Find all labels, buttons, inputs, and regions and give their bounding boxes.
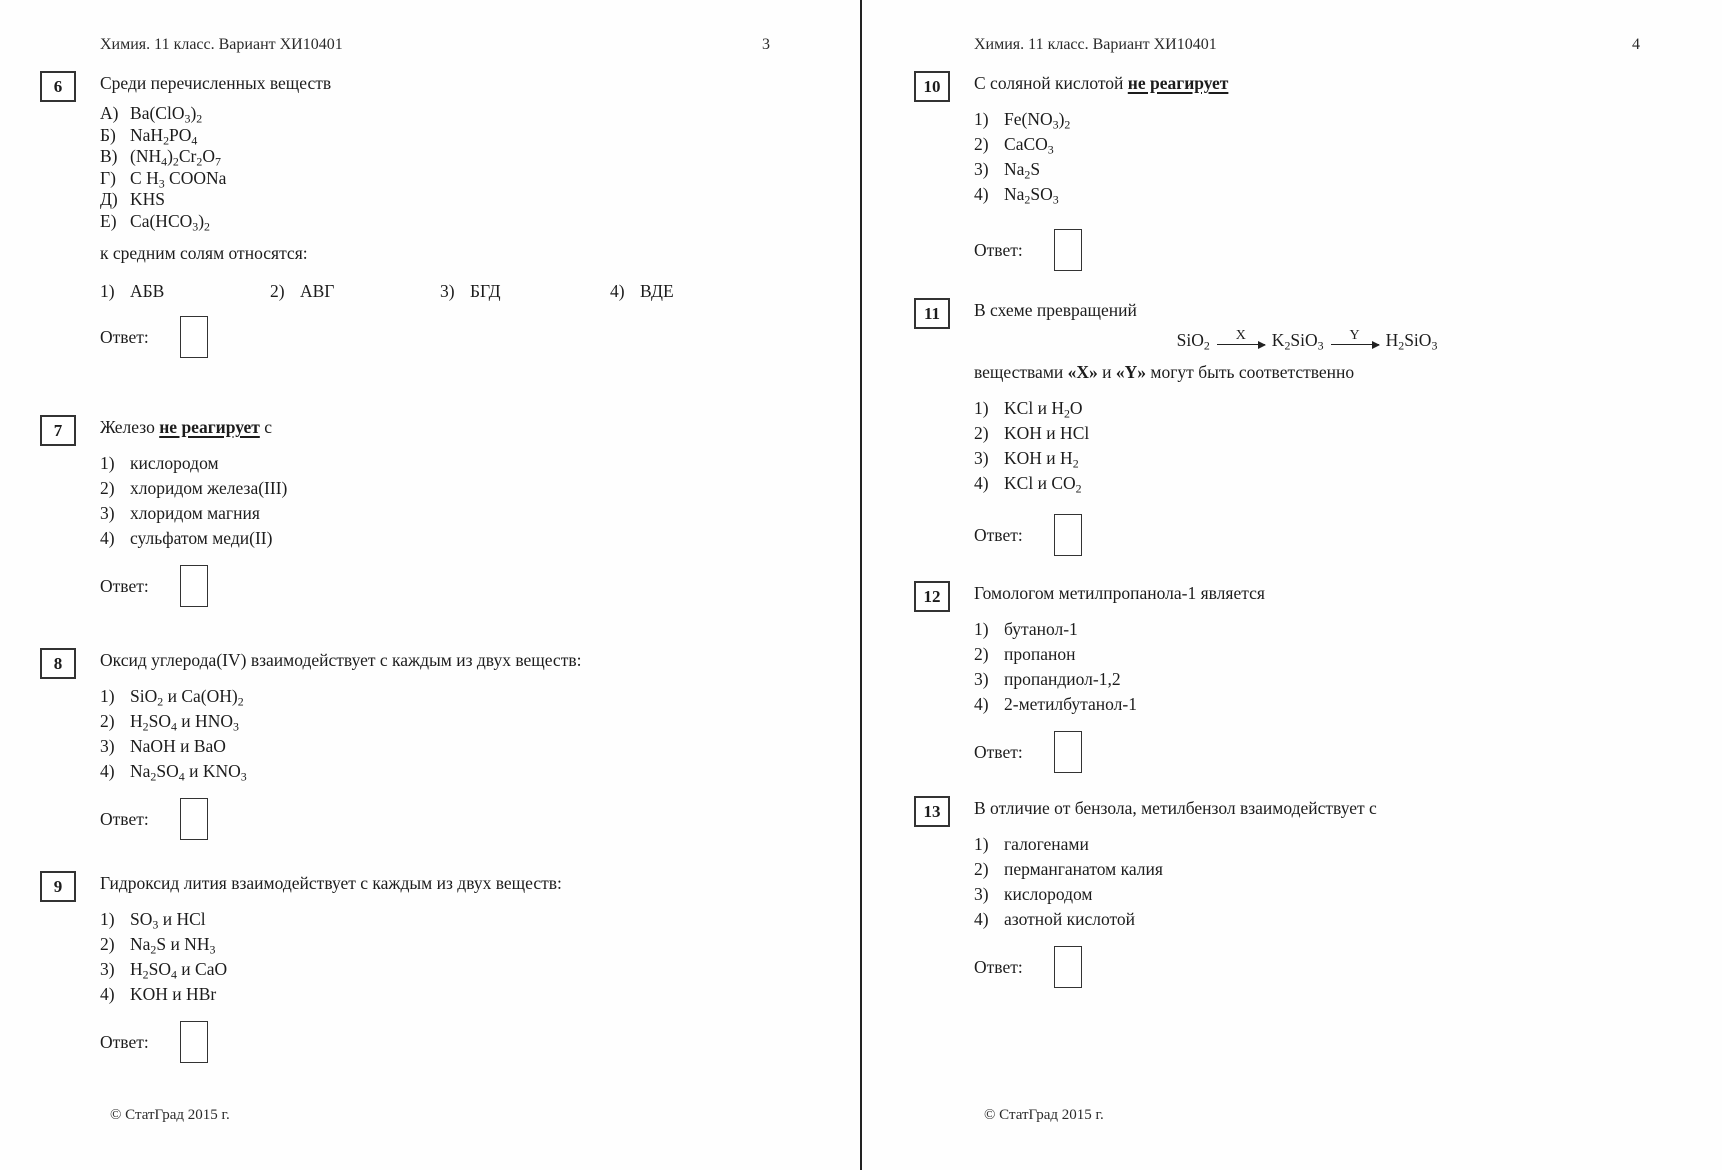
option-text: $H_2SO_4$ и $HNO_3$ bbox=[130, 711, 239, 734]
page-header bbox=[914, 36, 1640, 54]
arrow-label-x: X bbox=[1235, 327, 1246, 343]
answer-label: Ответ: bbox=[100, 1032, 149, 1052]
substance-label: Е) bbox=[100, 210, 117, 231]
option-text: пропандиол-1,2 bbox=[1004, 669, 1121, 689]
page-number: 4 bbox=[1632, 36, 1640, 53]
substance-label: Г) bbox=[100, 167, 116, 188]
option-text: галогенами bbox=[1004, 834, 1089, 854]
substance-formula: $NaH_2PO_4$ bbox=[130, 124, 198, 147]
option-item bbox=[100, 734, 770, 759]
question-8-options bbox=[100, 684, 770, 784]
option-item bbox=[100, 759, 770, 784]
option-label: 2) bbox=[974, 134, 989, 154]
option-item bbox=[974, 421, 1640, 446]
option-text: кислородом bbox=[1004, 884, 1093, 904]
answer-label: Ответ: bbox=[100, 576, 149, 596]
option-item bbox=[100, 501, 770, 526]
option-item bbox=[100, 957, 770, 982]
scheme-start-formula: SiO$_2$ bbox=[1176, 330, 1210, 353]
option-item bbox=[974, 132, 1640, 157]
question-10-options bbox=[974, 107, 1640, 207]
option-text: NaOH и BaO bbox=[130, 736, 226, 756]
substance-label: Б) bbox=[100, 124, 116, 145]
answer-label: Ответ: bbox=[974, 742, 1023, 762]
answer-box bbox=[1054, 731, 1082, 773]
substance-formula: $Ba(ClO_3)_2$ bbox=[130, 103, 203, 126]
page-4 bbox=[862, 0, 1722, 1170]
question-9 bbox=[40, 870, 770, 1063]
option-label: 2) bbox=[974, 423, 989, 443]
option-label: 3) bbox=[974, 669, 989, 689]
option-item bbox=[100, 526, 770, 551]
question-11-number-box: 11 bbox=[914, 298, 950, 329]
question-9-text: Гидроксид лития взаимодействует с каждым из двух веществ: bbox=[100, 873, 562, 893]
option-label: 1) bbox=[100, 453, 115, 473]
question-13-options bbox=[974, 832, 1640, 932]
choice-option bbox=[270, 280, 440, 302]
substance-item bbox=[100, 189, 780, 211]
option-text: кислородом bbox=[130, 453, 219, 473]
question-6-answer-row bbox=[100, 316, 780, 358]
question-13-text: В отличие от бензола, метилбензол взаимодействует с bbox=[974, 798, 1377, 818]
answer-box bbox=[180, 1021, 208, 1063]
question-6-outro: к средним солям относятся: bbox=[100, 243, 308, 263]
option-item bbox=[974, 107, 1640, 132]
option-label: 2) bbox=[974, 644, 989, 664]
arrow-shaft-icon bbox=[1331, 344, 1379, 346]
option-label: 4) bbox=[974, 909, 989, 929]
option-item bbox=[974, 642, 1640, 667]
choice-label: 4) bbox=[610, 281, 625, 301]
option-label: 1) bbox=[100, 909, 115, 929]
question-6 bbox=[40, 70, 770, 358]
question-7 bbox=[40, 414, 770, 607]
substance-formula: C $H_3$ COONa bbox=[130, 167, 227, 190]
substance-item bbox=[100, 168, 780, 190]
choice-text: АВГ bbox=[300, 281, 335, 301]
option-item bbox=[974, 857, 1640, 882]
option-item bbox=[974, 882, 1640, 907]
question-8 bbox=[40, 647, 770, 840]
question-10-answer-row bbox=[974, 229, 1640, 271]
option-text: пропанон bbox=[1004, 644, 1076, 664]
option-item bbox=[100, 932, 770, 957]
arrow-shaft-icon bbox=[1217, 344, 1265, 346]
question-7-number-box: 7 bbox=[40, 415, 76, 446]
option-label: 2) bbox=[100, 478, 115, 498]
question-11-text bbox=[974, 359, 1640, 383]
question-10-text bbox=[974, 70, 1640, 94]
page-footer: © СтатГрад 2015 г. bbox=[110, 1107, 230, 1123]
choice-label: 3) bbox=[440, 281, 455, 301]
option-label: 3) bbox=[100, 736, 115, 756]
option-item bbox=[974, 617, 1640, 642]
option-label: 3) bbox=[974, 159, 989, 179]
choice-option bbox=[440, 280, 610, 302]
question-8-text: Оксид углерода(IV) взаимодействует с каждым из двух веществ: bbox=[100, 650, 582, 670]
option-label: 4) bbox=[974, 473, 989, 493]
option-text: азотной кислотой bbox=[1004, 909, 1136, 929]
question-6-intro: Среди перечисленных веществ bbox=[100, 73, 332, 93]
substance-label: Д) bbox=[100, 189, 118, 209]
question-text-emphasis: не реагирует bbox=[1127, 73, 1229, 93]
question-11 bbox=[914, 297, 1640, 556]
question-9-options bbox=[100, 907, 770, 1007]
option-text: KCl и $H_2O$ bbox=[1004, 398, 1083, 421]
option-label: 2) bbox=[100, 934, 115, 954]
option-text: хлоридом железа(III) bbox=[130, 478, 288, 498]
substance-formula: KHS bbox=[130, 189, 166, 209]
question-6-substance-list bbox=[100, 103, 780, 232]
document-title: Химия. 11 класс. Вариант ХИ10401 bbox=[974, 36, 1217, 53]
option-item bbox=[974, 832, 1640, 857]
answer-box bbox=[180, 316, 208, 358]
question-7-answer-row bbox=[100, 565, 770, 607]
answer-box bbox=[180, 798, 208, 840]
question-6-number-box: 6 bbox=[40, 71, 76, 102]
option-text: сульфатом меди(II) bbox=[130, 528, 273, 548]
option-item bbox=[100, 684, 770, 709]
option-text: $Na_2S$ и $NH_3$ bbox=[130, 934, 216, 957]
question-10-number-box: 10 bbox=[914, 71, 950, 102]
question-8-number-box: 8 bbox=[40, 648, 76, 679]
answer-label: Ответ: bbox=[100, 809, 149, 829]
question-13-number-box: 13 bbox=[914, 796, 950, 827]
answer-label: Ответ: bbox=[974, 240, 1023, 260]
option-text: CaCO$_3$ bbox=[1004, 134, 1054, 157]
answer-label: Ответ: bbox=[974, 957, 1023, 977]
substance-formula: $Ca(HCO_3)_2$ bbox=[130, 210, 210, 233]
option-text: $Na_2S$ bbox=[1004, 159, 1041, 182]
question-text-part: С соляной кислотой bbox=[974, 73, 1128, 93]
question-6-choices bbox=[100, 280, 780, 302]
substance-item bbox=[100, 146, 780, 168]
option-text: перманганатом калия bbox=[1004, 859, 1163, 879]
option-item bbox=[100, 451, 770, 476]
substance-label: В) bbox=[100, 146, 118, 166]
choice-text: ВДЕ bbox=[640, 281, 674, 301]
substance-formula: $(NH_4)_2Cr_2O_7$ bbox=[130, 146, 221, 169]
document-title: Химия. 11 класс. Вариант ХИ10401 bbox=[100, 36, 343, 53]
option-item bbox=[974, 396, 1640, 421]
choice-text: БГД bbox=[470, 281, 501, 301]
substance-label: А) bbox=[100, 103, 119, 123]
option-text: $SO_3$ и HCl bbox=[130, 909, 206, 932]
substance-item bbox=[100, 125, 780, 147]
substance-item bbox=[100, 211, 780, 233]
question-12 bbox=[914, 580, 1640, 773]
option-text: KOH и $H_2$ bbox=[1004, 448, 1079, 471]
question-7-text bbox=[100, 414, 770, 438]
option-text: хлоридом магния bbox=[130, 503, 260, 523]
option-label: 3) bbox=[974, 448, 989, 468]
option-label: 1) bbox=[974, 834, 989, 854]
question-text-part: с bbox=[259, 417, 272, 437]
transformation-scheme bbox=[974, 329, 1640, 351]
question-text-bold: «Y» bbox=[1115, 362, 1147, 382]
page-footer: © СтатГрад 2015 г. bbox=[984, 1107, 1104, 1123]
option-text: 2-метилбутанол-1 bbox=[1004, 694, 1137, 714]
option-label: 4) bbox=[100, 984, 115, 1004]
question-text-bold: «X» bbox=[1067, 362, 1098, 382]
option-label: 4) bbox=[100, 528, 115, 548]
option-item bbox=[974, 471, 1640, 496]
choice-text: АБВ bbox=[130, 281, 165, 301]
option-label: 4) bbox=[974, 184, 989, 204]
choice-option bbox=[610, 280, 780, 302]
option-text: KCl и $CO_2$ bbox=[1004, 473, 1082, 496]
option-label: 4) bbox=[974, 694, 989, 714]
reaction-arrow-y bbox=[1331, 329, 1379, 346]
choice-label: 2) bbox=[270, 281, 285, 301]
option-text: SiO$_2$ и $Ca(OH)_2$ bbox=[130, 686, 244, 709]
option-item bbox=[100, 476, 770, 501]
option-label: 3) bbox=[100, 959, 115, 979]
option-label: 3) bbox=[974, 884, 989, 904]
question-12-options bbox=[974, 617, 1640, 717]
question-9-answer-row bbox=[100, 1021, 770, 1063]
option-label: 1) bbox=[974, 619, 989, 639]
option-text: $Fe(NO_3)_2$ bbox=[1004, 109, 1071, 132]
option-item bbox=[100, 982, 770, 1007]
answer-box bbox=[1054, 229, 1082, 271]
question-12-answer-row bbox=[974, 731, 1640, 773]
option-text: KOH и HCl bbox=[1004, 423, 1090, 443]
option-label: 1) bbox=[100, 686, 115, 706]
option-item bbox=[100, 709, 770, 734]
option-item bbox=[974, 907, 1640, 932]
answer-label: Ответ: bbox=[974, 525, 1023, 545]
option-text: $Na_2SO_4$ и $KNO_3$ bbox=[130, 761, 247, 784]
option-item bbox=[974, 692, 1640, 717]
substance-item bbox=[100, 103, 780, 125]
reaction-arrow-x bbox=[1217, 329, 1265, 346]
question-8-answer-row bbox=[100, 798, 770, 840]
option-label: 2) bbox=[100, 711, 115, 731]
question-13-answer-row bbox=[974, 946, 1640, 988]
answer-box bbox=[1054, 946, 1082, 988]
arrow-label-y: Y bbox=[1349, 327, 1360, 343]
question-9-number-box: 9 bbox=[40, 871, 76, 902]
question-12-number-box: 12 bbox=[914, 581, 950, 612]
question-11-answer-row bbox=[974, 514, 1640, 556]
question-text-part: веществами bbox=[974, 362, 1068, 382]
option-label: 4) bbox=[100, 761, 115, 781]
question-10 bbox=[914, 70, 1640, 271]
page-header bbox=[40, 36, 770, 54]
option-text: $Na_2SO_3$ bbox=[1004, 184, 1059, 207]
answer-box bbox=[1054, 514, 1082, 556]
page-number: 3 bbox=[762, 36, 770, 53]
question-12-text: Гомологом метилпропанола-1 является bbox=[974, 583, 1265, 603]
option-item bbox=[974, 446, 1640, 471]
scheme-mid-formula: $K_2SiO_3$ bbox=[1271, 330, 1324, 353]
question-text-part: и bbox=[1097, 362, 1116, 382]
question-13 bbox=[914, 795, 1640, 988]
option-label: 2) bbox=[974, 859, 989, 879]
question-11-options bbox=[974, 396, 1640, 496]
question-text-part: могут быть соответственно bbox=[1146, 362, 1355, 382]
question-7-options bbox=[100, 451, 770, 551]
option-item bbox=[974, 667, 1640, 692]
choice-option bbox=[100, 280, 270, 302]
scheme-end-formula: $H_2SiO_3$ bbox=[1385, 330, 1438, 353]
option-text: KOH и HBr bbox=[130, 984, 217, 1004]
page-3 bbox=[0, 0, 860, 1170]
question-text-emphasis: не реагирует bbox=[159, 417, 260, 437]
option-text: $H_2SO_4$ и CaO bbox=[130, 959, 228, 982]
question-11-intro: В схеме превращений bbox=[974, 300, 1137, 320]
option-label: 1) bbox=[974, 398, 989, 418]
option-text: бутанол-1 bbox=[1004, 619, 1078, 639]
option-item bbox=[974, 157, 1640, 182]
option-item bbox=[100, 907, 770, 932]
answer-label: Ответ: bbox=[100, 327, 149, 347]
option-item bbox=[974, 182, 1640, 207]
answer-box bbox=[180, 565, 208, 607]
question-text-part: Железо bbox=[100, 417, 160, 437]
option-label: 3) bbox=[100, 503, 115, 523]
choice-label: 1) bbox=[100, 281, 115, 301]
option-label: 1) bbox=[974, 109, 989, 129]
